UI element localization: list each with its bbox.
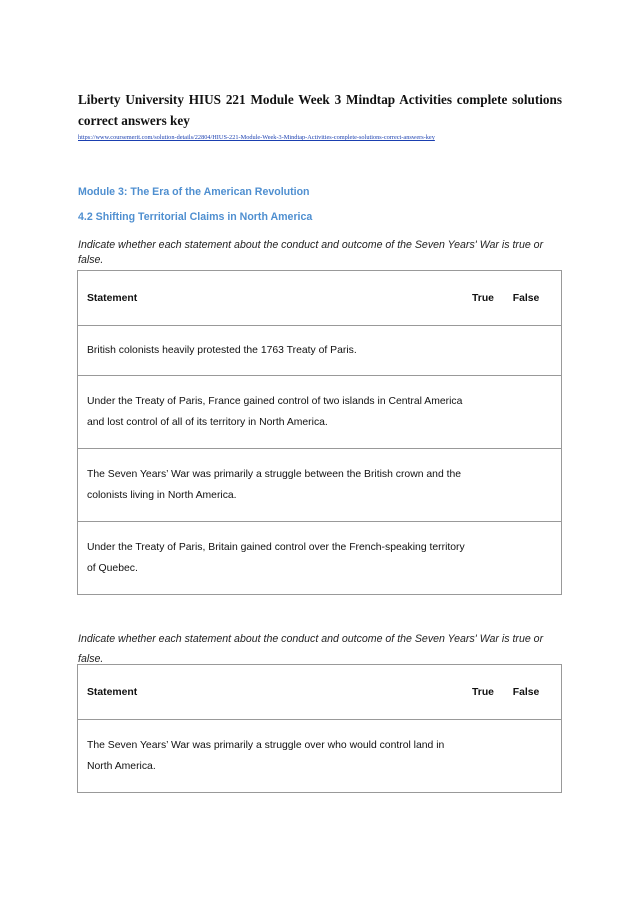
module-heading: Module 3: The Era of the American Revolution [78,186,310,198]
statement-header: Statement [78,271,473,326]
instructions-1: Indicate whether each statement about the conduct and outcome of the Seven Years' War is true or false. [78,239,544,266]
true-answer-cell[interactable] [472,326,513,376]
false-header: False [513,271,562,326]
table-row [78,449,562,522]
source-link[interactable]: https://www.coursemerit.com/solution-details/22804/HIUS-221-Module-Week-3-Mindtap-Activities-complete-solutions-correct-answers-key [78,134,435,141]
section-heading: 4.2 Shifting Territorial Claims in North America [78,211,313,223]
false-answer-cell[interactable] [513,376,562,449]
statement-header: Statement [78,665,473,720]
true-header: True [472,271,513,326]
true-answer-cell[interactable] [472,376,513,449]
document-title: Liberty University HIUS 221 Module Week 3 Mindtap Activities complete solutions correct answers key [78,92,562,128]
false-answer-cell[interactable] [513,449,562,522]
false-answer-cell[interactable] [513,720,562,793]
statement-cell [78,522,473,595]
true-answer-cell[interactable] [472,449,513,522]
statement-text: The Seven Years’ War was primarily a struggle over who would control land in North America. [87,740,445,772]
table-row [78,720,562,793]
table-row [78,326,562,376]
statement-cell [78,449,473,522]
false-header: False [513,665,562,720]
question-table-1 [77,270,562,595]
statement-text: The Seven Years’ War was primarily a struggle between the British crown and the colonists living in North America. [87,469,462,501]
false-answer-cell[interactable] [513,522,562,595]
table-header-row [78,271,562,326]
statement-text: British colonists heavily protested the 1763 Treaty of Paris. [87,345,357,356]
table-row [78,522,562,595]
statement-cell [78,720,473,793]
statement-cell [78,326,473,376]
true-header: True [472,665,513,720]
table-header-row [78,665,562,720]
true-answer-cell[interactable] [472,522,513,595]
question-table-2 [77,664,562,793]
statement-cell [78,376,473,449]
statement-text: Under the Treaty of Paris, Britain gained control over the French-speaking territory of Quebec. [87,542,465,574]
instructions-2: Indicate whether each statement about the conduct and outcome of the Seven Years' War is true or false. [78,633,544,665]
statement-text: Under the Treaty of Paris, France gained control of two islands in Central America and lost control of all of its territory in North America. [87,396,463,428]
false-answer-cell[interactable] [513,326,562,376]
table-row [78,376,562,449]
true-answer-cell[interactable] [472,720,513,793]
